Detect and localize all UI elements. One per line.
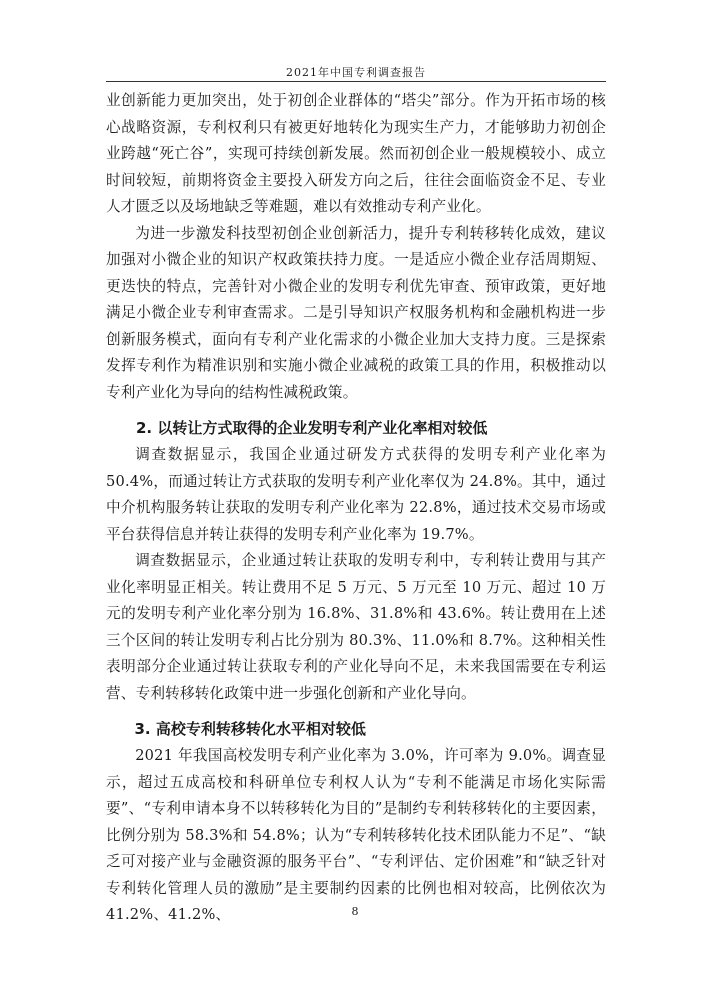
page-content: [106, 88, 606, 929]
paragraph-2: 为进一步激发科技型初创企业创新活力，提升专利转移转化成效，建议加强对小微企业的知识产权政策扶持力度。一是适应小微企业存活周期短、更迭快的特点，完善针对小微企业的发明专利优先审查、预审政策，更好地满足小微企业专利审查需求。二是引导知识产权服务机构和金融机构进一步创新服务模式，面向有专利产业化需求的小微企业加大支持力度。三是探索发挥专利作为精准识别和实施小微企业减税的政策工具的作用，积极推动以专利产业化为导向的结构性减税政策。: [106, 224, 606, 401]
header-rule: [106, 81, 606, 82]
paragraph-1: 业创新能力更加突出，处于初创企业群体的“塔尖”部分。作为开拓市场的核心战略资源，专利权利只有被更好地转化为现实生产力，才能够助力初创企业跨越“死亡谷”，实现可持续创新发展。然而初创企业一般规模较小、成立时间较短，前期将资金主要投入研发方向之后，往往会面临资金不足、专业人才匮乏以及场地缺乏等难题，难以有效推动专利产业化。: [106, 92, 606, 215]
paragraph-4: 调查数据显示，企业通过转让获取的发明专利中，专利转让费用与其产业化率明显正相关。转让费用不足 5 万元、5 万元至 10 万元、超过 10 万元的发明专利产业化率分别为 16.8%、31.8%和 43.6%。转让费用在上述三个区间的转让发明专利占比分别为 80.3%、11.0%和 8.7%。这种相关性表明部分企业通过转让获取专利的产业化导向不足，未来我国需要在专利运营、专利转移转化政策中进一步强化创新和产业化导向。: [106, 552, 606, 702]
running-header: 2021年中国专利调查报告: [286, 66, 426, 79]
paragraph-5: 2021 年我国高校发明专利产业化率为 3.0%，许可率为 9.0%。调查显示，超过五成高校和科研单位专利权人认为“专利不能满足市场化实际需要”、“专利申请本身不以转移转化为目的”是制约专利转移转化的主要因素，比例分别为 58.3%和 54.8%；认为“专利转移转化技术团队能力不足”、“缺乏可对接产业与金融资源的服务平台”、“专利评估、定价困难”和“缺乏针对专利转化管理人员的激励”是主要制约因素的比例也相对较高，比例依次为 41.2%、41.2%、: [106, 747, 606, 923]
section-heading-2: 2. 以转让方式取得的企业发明专利产业化率相对较低: [136, 419, 488, 437]
paragraph-3: 调查数据显示，我国企业通过研发方式获得的发明专利产业化率为 50.4%，而通过转让方式获取的发明专利产业化率仅为 24.8%。其中，通过中介机构服务转让获取的发明专利产业化率为 22.8%，通过技术交易市场或平台获得信息并转让获得的发明专利产业化率为 19.7%。: [106, 446, 606, 543]
section-heading-3: 3. 高校专利转移转化水平相对较低: [134, 720, 366, 738]
page-number: 8: [351, 905, 359, 918]
